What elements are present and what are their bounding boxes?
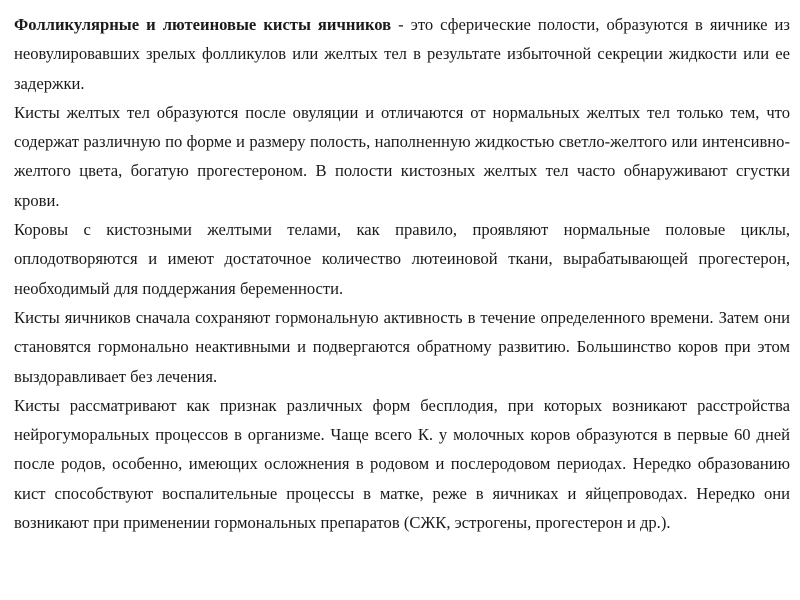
document-body (14, 10, 790, 537)
definition-text: - это сферические полости, образуются в яичнике из неовулировавших зрелых фолликулов или желтых тел в результате избыточной секреции жидкости или ее задержки. (14, 15, 790, 93)
paragraph-hormonal-activity: Кисты яичников сначала сохраняют гормональную активность в течение определенного времени. Затем они становятся гормонально неактивными и подвергаются обратному развитию. Большинство коров при этом выздоравливает без лечения. (14, 307, 790, 386)
paragraph-cows-with-cysts: Коровы с кистозными желтыми телами, как правило, проявляют нормальные половые циклы, оплодотворяются и имеют достаточное количество лютеиновой ткани, вырабатывающей прогестерон, необходимый для поддержания беременности. (14, 220, 790, 298)
paragraph-yellow-body-cysts: Кисты желтых тел образуются после овуляции и отличаются от нормальных желтых тел только тем, что содержат различную по форме и размеру полость, наполненную жидкостью светло-желтого или интенсивно-желтого цвета, богатую прогестероном. В полости кистозных желтых тел часто обнаруживают сгустки крови. (14, 102, 790, 210)
paragraph-definition (14, 10, 790, 98)
defined-term: Фолликулярные и лютеиновые кисты яичников (14, 15, 392, 34)
paragraph-infertility-causes: Кисты рассматривают как признак различных форм бесплодия, при которых возникают расстройства нейрогуморальных процессов в организме. Чаще всего К. у молочных коров образуются в первые 60 дней после родов, особенно, имеющих осложнения в родовом и послеродовом периодах. Нередко образованию кист способствуют воспалительные процессы в матке, реже в яичниках и яйцепроводах. Нередко они возникают при применении гормональных препаратов (СЖК, эстрогены, прогестерон и др.). (14, 395, 790, 533)
